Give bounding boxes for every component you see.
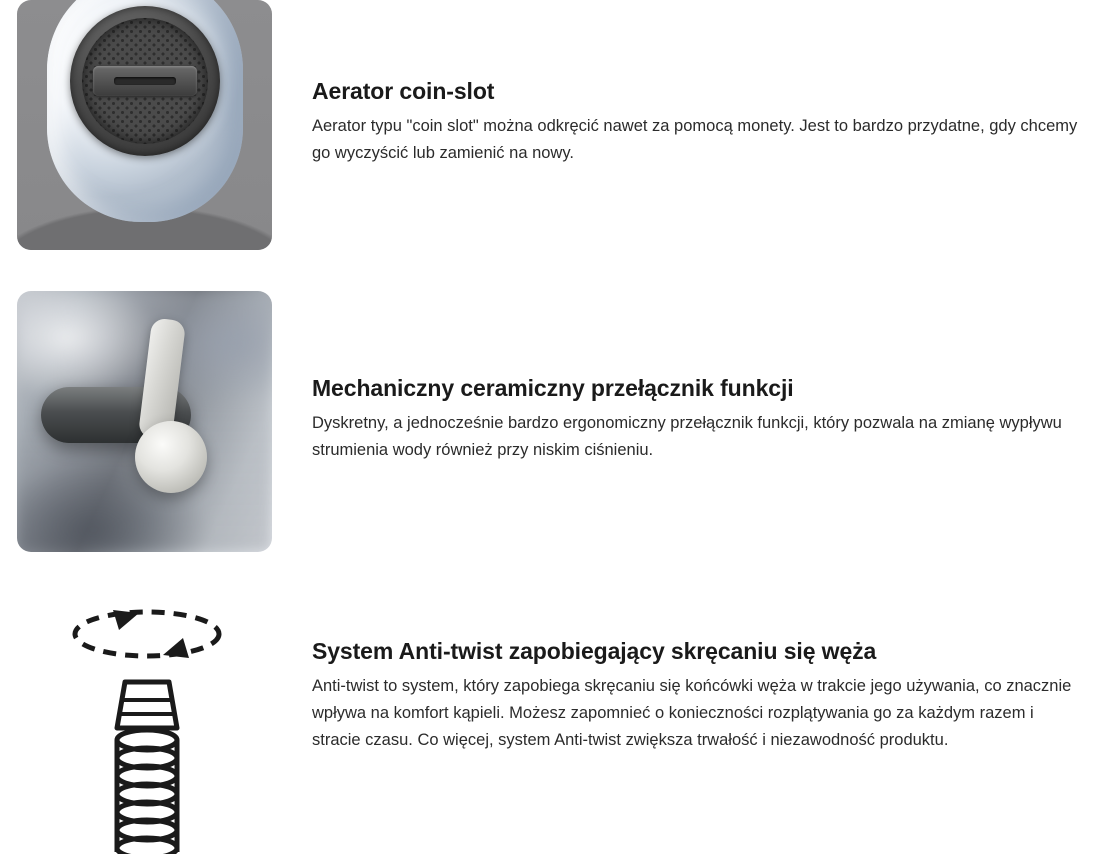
aerator-photo bbox=[17, 0, 272, 250]
ceramic-switch-photo-image bbox=[17, 291, 272, 552]
aerator-mesh-shape bbox=[82, 18, 208, 144]
anti-twist-hose-icon bbox=[17, 582, 272, 854]
aerator-ring-shape bbox=[70, 6, 220, 156]
aerator-photo-image bbox=[17, 0, 272, 250]
coin-slot-shape bbox=[93, 66, 197, 96]
anti-twist-illustration bbox=[17, 582, 272, 854]
feature-item-anti-twist bbox=[0, 582, 1082, 854]
lever-knob-shape bbox=[135, 421, 207, 493]
feature-description: Anti-twist to system, który zapobiega skręcaniu się końcówki węża w trakcie jego używania, co znacznie wpływa na komfort kąpieli. Możesz zapomnieć o konieczności rozplątywania go za każdym razem i stracie czasu. Co więcej, system Anti-twist zwiększa trwałość i niezawodność produktu. bbox=[312, 677, 1072, 749]
ceramic-switch-photo bbox=[17, 291, 272, 552]
feature-title: Aerator coin-slot bbox=[312, 78, 495, 104]
feature-description: Aerator typu "coin slot" można odkręcić nawet za pomocą monety. Jest to bardzo przydatne, gdy chcemy go wyczyścić lub zamienić na nowy. bbox=[312, 117, 1078, 163]
faucet-body-shape bbox=[47, 0, 243, 222]
feature-description: Dyskretny, a jednocześnie bardzo ergonomiczny przełącznik funkcji, który pozwala na zmianę wypływu strumienia wody również przy niskim ciśnieniu. bbox=[312, 414, 1062, 460]
feature-title: Mechaniczny ceramiczny przełącznik funkcji bbox=[312, 375, 794, 401]
feature-title: System Anti-twist zapobiegający skręcaniu się węża bbox=[312, 638, 877, 664]
feature-text-ceramic-switch bbox=[312, 375, 1082, 464]
feature-item-aerator bbox=[0, 0, 1082, 250]
feature-item-ceramic-switch bbox=[0, 291, 1082, 552]
feature-text-aerator bbox=[312, 78, 1082, 167]
feature-text-anti-twist bbox=[312, 638, 1082, 754]
